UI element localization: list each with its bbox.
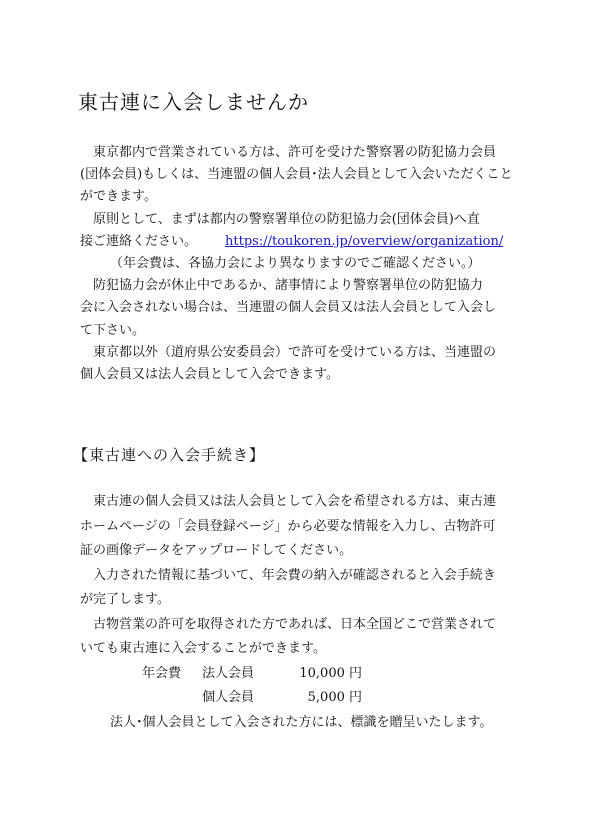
page-title: 東古連に入会しませんか [78,90,309,114]
intro-p2-text: 接ご連絡ください。 [80,233,198,249]
intro-p4-line: 東京都以外（道府県公安委員会）で許可を受けている方は、当連盟の [80,344,497,360]
fee-type: 法人会員 [202,665,255,681]
intro-p1-line: (団体会員)もしくは、当連盟の個人会員･法人会員として入会いただくこと [80,167,513,183]
procedure-p1-line: 証の画像データをアップロードしてください。 [80,543,353,558]
organization-link[interactable]: https://toukoren.jp/overview/organization/ [225,233,504,249]
intro-section [80,142,540,386]
intro-p3-line: 防犯協力会が休止中であるか、諸事情により警察署単位の防犯協力 [80,278,484,294]
fee-label: 年会費 [142,665,182,681]
intro-p1-line: ができます。 [80,189,157,205]
intro-p4-line: 個人会員又は法人会員として入会できます。 [80,367,339,383]
fee-note: （年会費は、各協力会により異なりますのでご確認ください。） [110,256,481,272]
procedure-p3-line: 古物営業の許可を取得された方であれば、日本全国どこで営業されて [80,616,497,632]
procedure-p3-line: いても東古連に入会することができます。 [80,641,326,656]
intro-p2-line-with-link [80,231,540,253]
fee-amount: 5,000 円 [307,690,362,705]
procedure-p2-line: が完了します。 [80,592,170,607]
procedure-heading: 【東古連への入会手続き】 [73,446,266,464]
intro-p3-line: て下さい。 [80,322,146,338]
procedure-section [80,490,540,735]
fee-row-corporate [80,662,540,687]
procedure-p1-line: ホームページの「会員登録ページ」から必要な情報を入力し、古物許可 [80,518,496,534]
fee-amount: 10,000 円 [299,665,362,681]
gift-note: 法人･個人会員として入会された方には、標識を贈呈いたします。 [110,714,493,730]
procedure-p2-line: 入力された情報に基づいて、年会費の納入が確認されると入会手続き [80,567,496,583]
fee-row-individual [80,686,540,711]
fee-type: 個人会員 [202,690,255,705]
procedure-p1-line: 東古連の個人会員又は法人会員として入会を希望される方は、東古連 [80,494,497,509]
intro-p1-line: 東京都内で営業されている方は、許可を受けた警察署の防犯協力会員 [80,145,497,160]
intro-p3-line: 会に入会されない場合は、当連盟の個人会員又は法人会員として入会し [80,300,497,316]
intro-p2-line: 原則として、まずは都内の警察署単位の防犯協力会(団体会員)へ直 [80,211,480,227]
